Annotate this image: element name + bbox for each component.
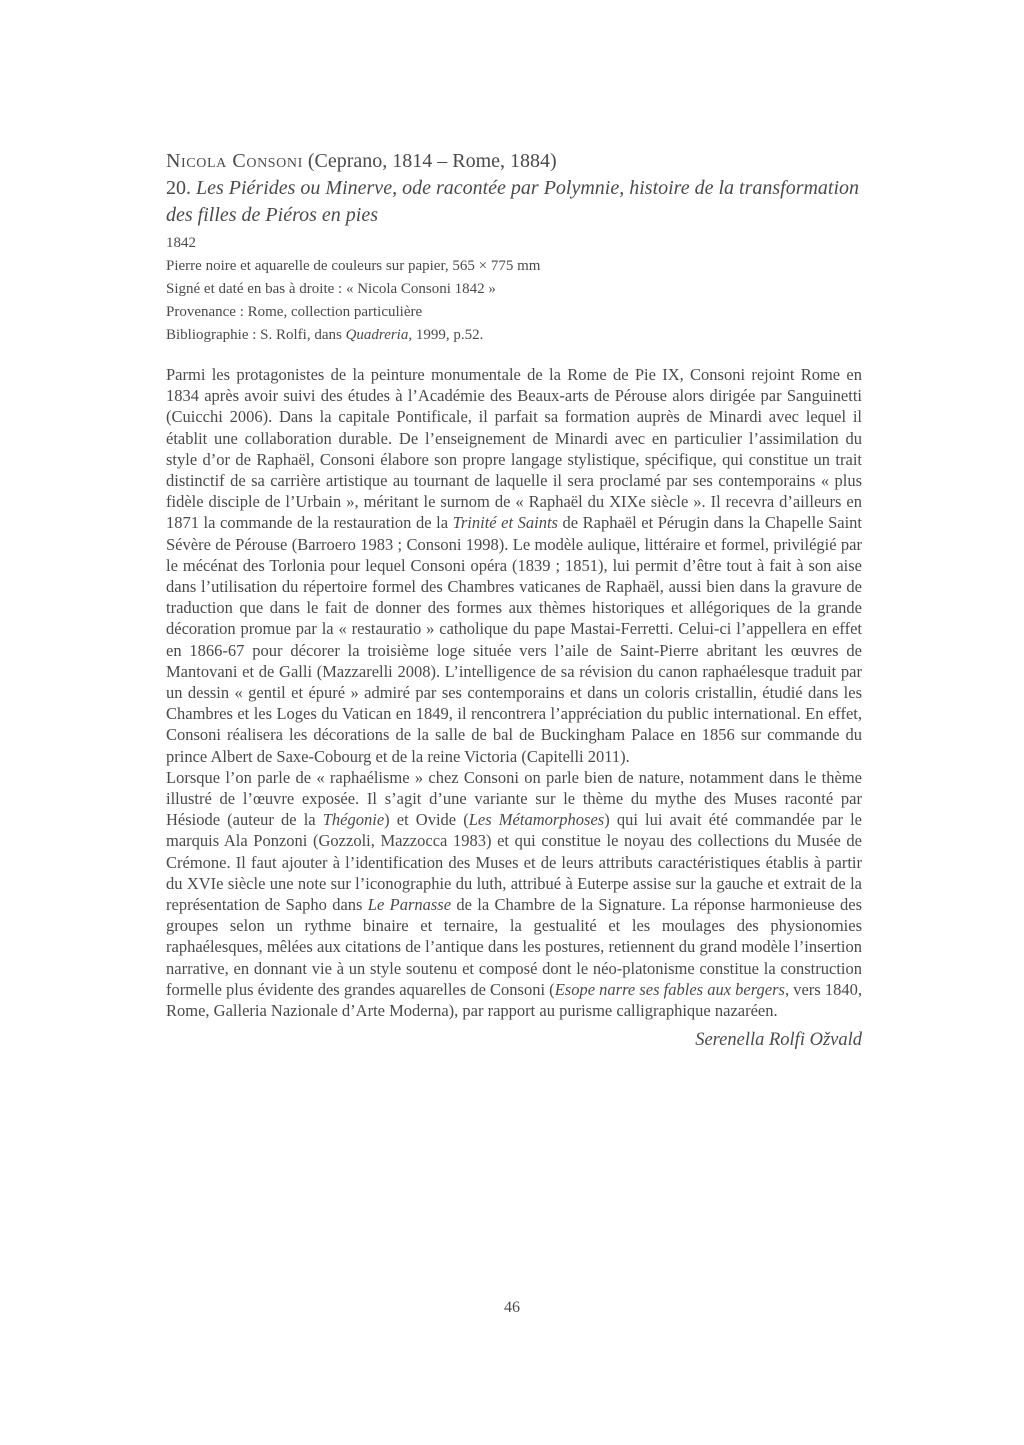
author-signature: Serenella Rolfi Ožvald [695,1030,862,1051]
text-segment: Parmi les protagonistes de la peinture monumentale de la Rome de Pie IX, Consoni rejoint Rome en 1834 après avoir suivi des études à l’Académie des Beaux-arts de Pérouse alors dirigée par Sanguinetti (Cuicchi 2006). Dans la capitale Pontificale, il parfait sa formation auprès de Minardi avec lequel il établit une collaboration durable. De l’enseignement de Minardi avec en particulier l’assimilation du style d’or de Raphaël, Consoni élabore son propre langage stylistique, spécifique, qui constitue un trait distinctif de sa carrière artistique au tournant de laquelle il sera proclamé par ses contemporains « plus fidèle disciple de l’Urbain », méritant le surnom de « Raphaël du XIXe siècle ». Il recevra d’ailleurs en 1871 la commande de la restauration de la [166,365,862,533]
text-segment: , vers 1840, Rome, Galleria Nazionale d’Arte Moderna), par rapport au purisme calligraphique nazaréen. [166,979,862,1021]
text-segment: Le Parnasse [367,895,452,915]
text-segment: Lorsque l’on parle de « raphaélisme » chez Consoni on parle bien de nature, notamment dans le thème illustré de l’œuvre exposée. Il s’agit d’une variante sur le thème du mythe des Muses raconté par Hésiode (auteur de la [166,767,862,830]
catalog-number: 20. [166,177,196,199]
text-segment: 1999, p.52. [412,327,484,343]
artist-dates: (Ceprano, 1814 – Rome, 1884) [302,150,557,172]
entry-header [166,147,862,347]
artist-line [166,147,862,175]
artist-name: Nicola Consoni [166,150,303,172]
text-segment: ) qui lui avait été commandée par le marquis Ala Ponzoni (Gozzoli, Mazzocca 1983) et qui constitue le noyau des collections du Musée de Crémone. Il faut ajouter à l’identification des Muses et de leurs attributs caractéristiques établis à partir du XVIe siècle une note sur l’iconographie du luth, attribué à Euterpe assise sur la gauche et extrait de la représentation de Sapho dans [166,810,863,915]
bibliography-line [166,324,862,347]
signature-note-line: Signé et daté en bas à droite : « Nicola Consoni 1842 » [166,281,496,297]
page-number: 46 [504,1299,520,1316]
work-title-line [166,175,862,229]
text-segment: Trinité et Saints [452,513,558,533]
text-segment: Les Métamorphoses [468,810,605,830]
body-text [166,364,862,1021]
text-segment: Bibliographie : S. Rolfi, dans [166,327,346,343]
work-date: 1842 [166,235,196,251]
technical-block [166,232,862,347]
text-segment: de la Chambre de la Signature. La réponse harmonieuse des groupes selon un rythme binaire et ternaire, la gestualité et les moulages des physionomies raphaélesques, mêlées aux citations de l’antique dans les postures, retiennent du grand modèle l’insertion narrative, en donnant vie à un style soutenu et composé dont le néo-platonisme constitue la construction formelle plus évidente des grandes aquarelles de Consoni ( [166,895,862,999]
text-segment: ) et Ovide ( [384,810,469,830]
body-paragraph-2 [166,767,862,1021]
text-segment: Esope narre ses fables aux bergers [554,979,785,999]
provenance-line: Provenance : Rome, collection particulière [166,304,423,320]
medium-line: Pierre noire et aquarelle de couleurs sur papier, 565 × 775 mm [166,258,541,274]
text-segment: de Raphaël et Pérugin dans la Chapelle Saint Sévère de Pérouse (Barroero 1983 ; Consoni 1998). Le modèle aulique, littéraire et formel, privilégié par le mécénat des Torlonia pour lequel Consoni opéra (1839 ; 1851), lui permit d’être tout à fait à son aise dans l’utilisation du répertoire formel des Chambres vaticanes de Raphaël, aussi bien dans la gravure de traduction que dans le fait de donner des formes aux thèmes historiques et allégoriques de la grande décoration promue par la « restauratio » catholique du pape Mastai-Ferretti. Celui-ci l’appellera en effet en 1866-67 pour décorer la troisième loge située vers l’aile de Saint-Pierre abritant les œuvres de Mantovani et de Galli (Mazzarelli 2008). L’intelligence de sa révision du canon raphaélesque traduit par un dessin « gentil et épuré » admiré par ses contemporains et dans un coloris cristallin, étudié dans les Chambres et les Loges du Vatican en 1849, il rencontrera l’appréciation du public international. En effet, Consoni réalisera les décorations de la salle de bal de Buckingham Palace en 1856 sur commande du prince Albert de Saxe-Cobourg et de la reine Victoria (Capitelli 2011). [166,513,862,766]
text-segment: Quadreria, [345,327,413,343]
work-title: Les Piérides ou Minerve, ode racontée par Polymnie, histoire de la transformation des filles de Piéros en pies [166,177,860,226]
text-column [166,147,862,1052]
text-segment: Thégonie [322,810,385,830]
body-paragraph-1 [166,364,862,767]
